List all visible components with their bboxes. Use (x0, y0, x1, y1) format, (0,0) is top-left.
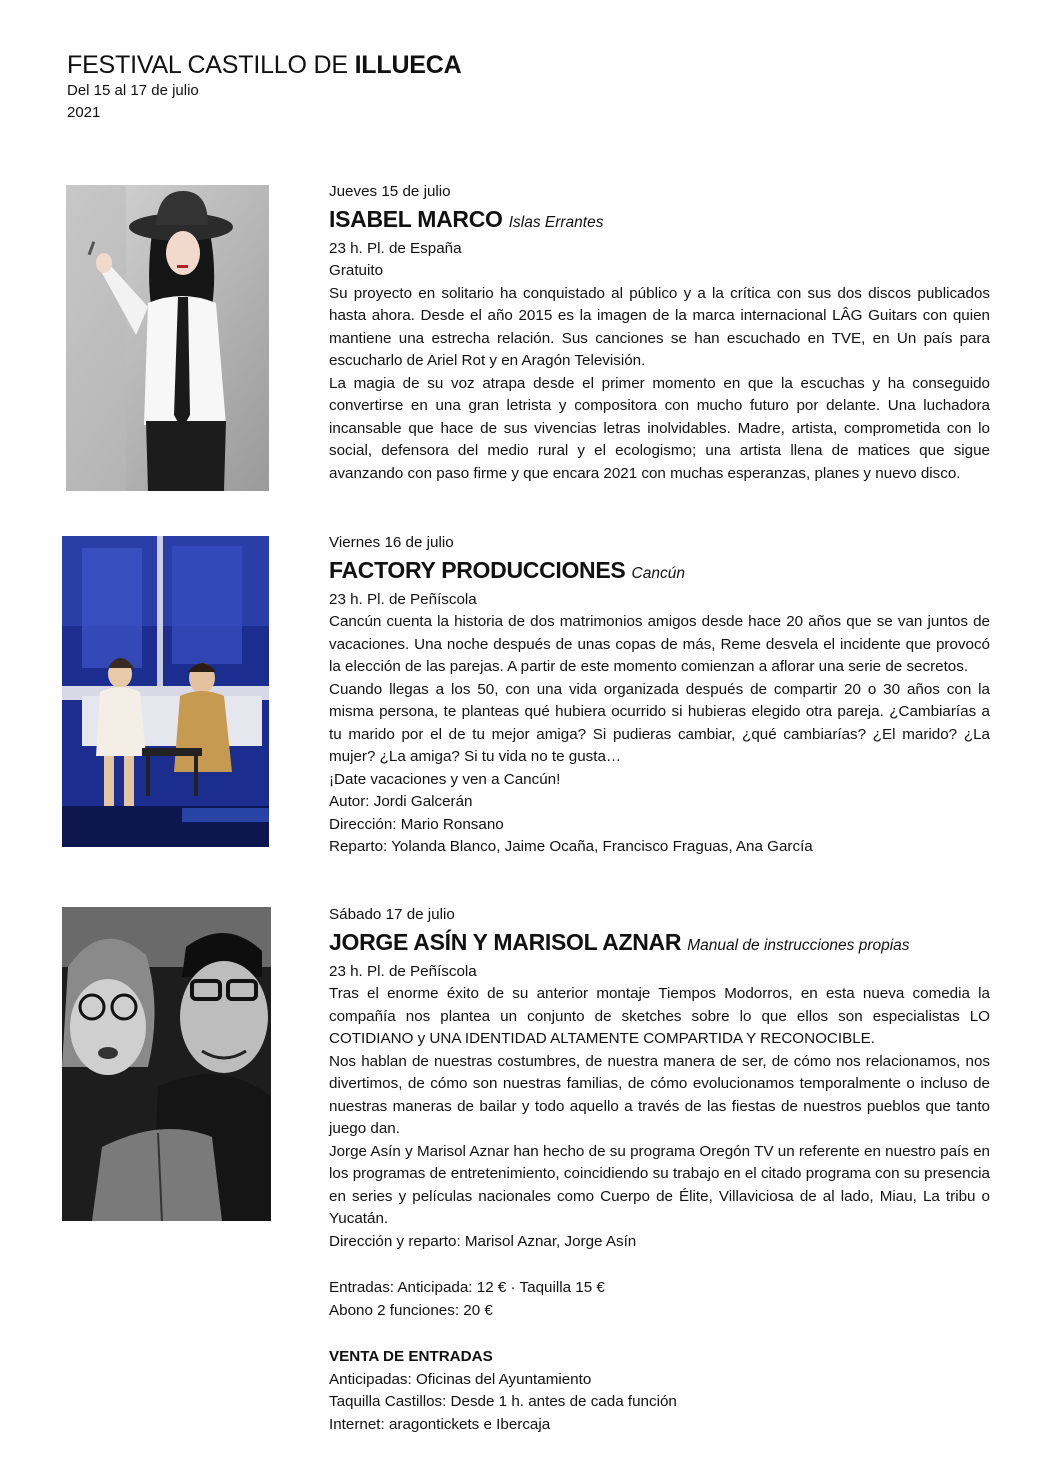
artist-name: FACTORY PRODUCCIONES (329, 556, 626, 583)
show-name: Manual de instrucciones propias (687, 936, 910, 954)
event-author: Autor: Jordi Galcerán (329, 793, 473, 810)
event-jorge-asin-marisol-aznar (329, 904, 990, 1253)
event-title (329, 555, 990, 589)
festival-dates: Del 15 al 17 de julio (67, 82, 199, 99)
event-place: 23 h. Pl. de España (329, 239, 462, 257)
factory-producciones-photo (62, 536, 269, 847)
festival-year: 2021 (67, 104, 101, 121)
event-title (329, 927, 990, 961)
sales-box-office: Taquilla Castillos: Desde 1 h. antes de cada función (329, 1393, 677, 1410)
title-prefix: FESTIVAL CASTILLO DE (67, 51, 355, 79)
sales-advance: Anticipadas: Oficinas del Ayuntamiento (329, 1370, 592, 1388)
event-paragraph: Tras el enorme éxito de su anterior montaje Tiempos Modorros, en esta nueva comedia la compañía nos plantea un conjunto de sketches sobre lo que ellos son especialistas LO COTIDIANO y UNA IDENTIDAD ALTAMENTE COMPARTIDA Y RECONOCIBLE. (329, 985, 990, 1047)
show-name: Cancún (631, 564, 685, 582)
event-tagline: ¡Date vacaciones y ven a Cancún! (329, 770, 561, 788)
event-day: Sábado 17 de julio (329, 906, 455, 923)
event-paragraph: Cancún cuenta la historia de dos matrimonios amigos desde hace 20 años que se van juntos de vacaciones. Una noche después de unas copas de más, Reme desvela el incidente que provocó la elección de las parejas. A partir de este momento comienzan a aflorar una serie de secretos. (329, 613, 990, 675)
event-cast: Reparto: Yolanda Blanco, Jaime Ocaña, Francisco Fraguas, Ana García (329, 838, 813, 855)
artist-name: ISABEL MARCO (329, 205, 503, 232)
event-place: 23 h. Pl. de Peñíscola (329, 590, 477, 608)
pass-price-line: Abono 2 funciones: 20 € (329, 1301, 493, 1319)
event-paragraph: Nos hablan de nuestras costumbres, de nuestra manera de ser, de cómo nos relacionamos, nos divertimos, de cómo son nuestras familias, de cómo evolucionamos temporalmente o incluso de nuestras maneras de bailar y todo aquello a través de las fiestas de nuestros pueblos que tanto juego dan. (329, 1052, 990, 1137)
isabel-marco-photo (66, 185, 269, 491)
event-day: Viernes 16 de julio (329, 534, 454, 551)
event-place: 23 h. Pl. de Peñíscola (329, 962, 477, 980)
artist-name: JORGE ASÍN Y MARISOL AZNAR (329, 928, 682, 955)
ticket-price-line: Entradas: Anticipada: 12 € · Taquilla 15 € (329, 1279, 605, 1296)
sales-internet: Internet: aragontickets e Ibercaja (329, 1415, 551, 1433)
event-title (329, 204, 990, 238)
event-paragraph: Cuando llegas a los 50, con una vida organizada después de compartir 20 o 30 años con la misma persona, te planteas qué hubiera ocurrido si hubieras elegido otra pareja. ¿Cambiarías a tu marido por el de tu mejor amiga? Si pudieras cambiar, ¿qué cambiarías? ¿El marido? ¿La mujer? ¿La amiga? Si tu vida no te gusta… (329, 680, 990, 765)
event-credits: Dirección y reparto: Marisol Aznar, Jorge Asín (329, 1232, 637, 1250)
page-title (67, 50, 462, 80)
show-name: Islas Errantes (508, 213, 604, 231)
event-factory-producciones (329, 532, 990, 859)
event-paragraph: Jorge Asín y Marisol Aznar han hecho de su programa Oregón TV un referente en nuestro país en los programas de entretenimiento, coincidiendo su trabajo en el citado programa con su presencia en series y películas nacionales como Cuerpo de Élite, Villaviciosa de al lado, Miau, La tribu o Yucatán. (329, 1142, 990, 1227)
event-isabel-marco (329, 181, 990, 485)
event-price: Gratuito (329, 262, 384, 279)
event-director: Dirección: Mario Ronsano (329, 815, 504, 833)
document-header (67, 50, 462, 124)
sales-heading: VENTA DE ENTRADAS (329, 1348, 493, 1365)
event-paragraph: La magia de su voz atrapa desde el primer momento en que la escuchas y ha conseguido convertirse en una gran letrista y compositora con mucho futuro por delante. Una luchadora incansable que hace de sus vivencias letras inolvidables. Madre, artista, comprometida con lo social, defensora del medio rural y el ecologismo; una artista llena de matices que sigue avanzando con paso firme y que encara 2021 con muchas esperanzas, planes y nuevo disco. (329, 374, 990, 482)
jorge-asin-marisol-aznar-photo (62, 907, 271, 1221)
title-bold: ILLUECA (354, 51, 462, 79)
ticket-sales (329, 1346, 990, 1436)
event-day: Jueves 15 de julio (329, 183, 451, 200)
ticket-prices (329, 1277, 990, 1322)
event-paragraph: Su proyecto en solitario ha conquistado al público y a la crítica con sus dos discos publicados hasta ahora. Desde el año 2015 es la imagen de la marca internacional LÂG Guitars con quien mantiene una estrecha relación. Sus canciones se han escuchado en TVE, en Un país para escucharlo de Ariel Rot y en Aragón Televisión. (329, 284, 990, 369)
